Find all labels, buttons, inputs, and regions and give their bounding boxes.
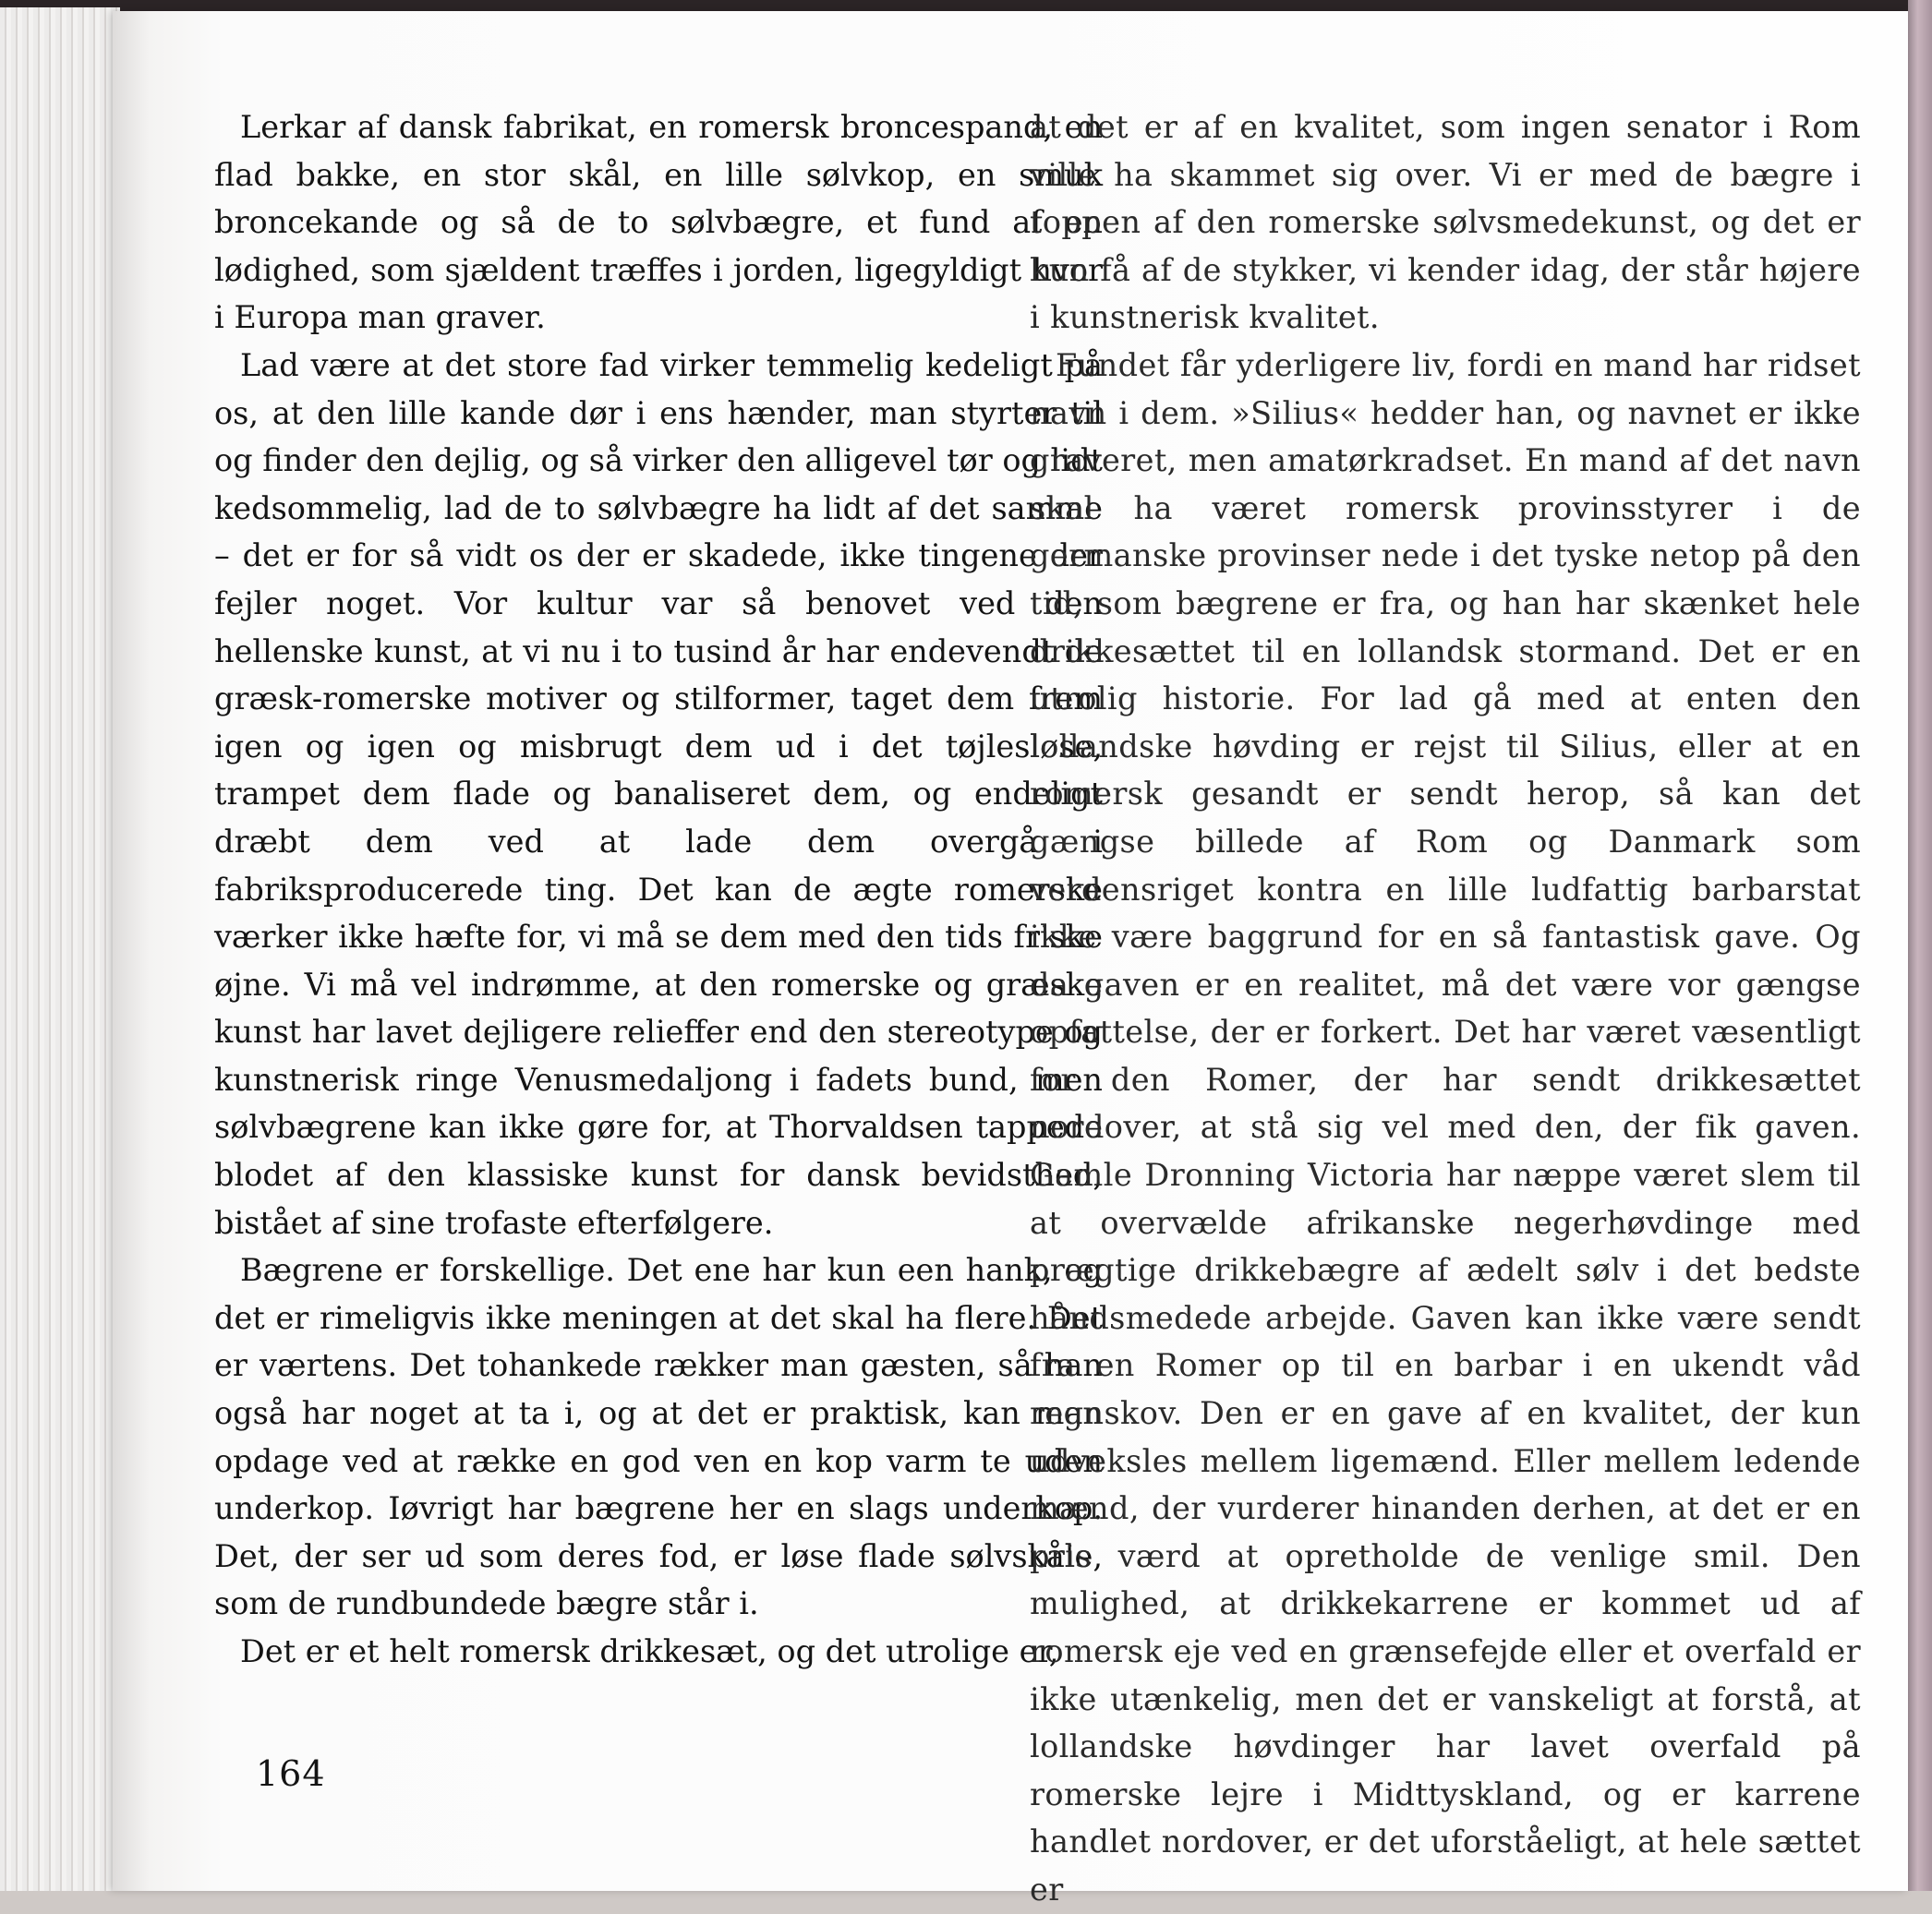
paragraph: Lerkar af dansk fabrikat, en romersk broncespand, en flad bakke, en stor skål, en lille sølvkop, en smuk broncekande og så de to sølvbægre, et fund af en lødighed, som sjældent træffes i jorden, ligegyldigt hvor i Europa man graver. <box>214 109 1103 336</box>
paragraph: Lad være at det store fad virker temmelig kedeligt på os, at den lille kande dør i ens hænder, man styrter til og finder den dejlig, og så virker den alligevel tør og lidt kedsommelig, lad de to sølvbægre ha lidt af det samme – det er for så vidt os der er skadede, ikke tingene der fejler noget. Vor kultur var så benovet ved den hellenske kunst, at vi nu i to tusind år har endevendt de græsk-romerske motiver og stilformer, taget dem frem igen og igen og misbrugt dem ud i det tøjlesløse, trampet dem flade og banaliseret dem, og endeligt dræbt dem ved at lade dem overgå i fabriksproducerede ting. Det kan de ægte romerske værker ikke hæfte for, vi må se dem med den tids friske øjne. Vi må vel indrømme, at den romerske og græske kunst har lavet dejligere relieffer end den stereotype og kunstnerisk ringe Venusmedaljong i fadets bund, men sølvbægrene kan ikke gøre for, at Thorvaldsen tappede blodet af den klassiske kunst for dansk bevidsthed, bistået af sine trofaste efterfølgere. <box>214 346 1103 1241</box>
right-text-column <box>1030 103 1861 1914</box>
book-page <box>113 11 1908 1908</box>
book-cover-edge <box>1908 0 1932 1891</box>
page-number: 164 <box>256 1753 326 1794</box>
left-text-column <box>214 103 1103 1676</box>
paragraph: Det er et helt romersk drikkesæt, og det utrolige er, <box>240 1633 1059 1669</box>
paragraph: at det er af en kvalitet, som ingen senator i Rom ville ha skammet sig over. Vi er med de bægre i toppen af den romerske sølvsmedekunst, og det er kun få af de stykker, vi kender idag, der står højere i kunstnerisk kvalitet. <box>1030 109 1861 336</box>
paragraph: Fundet får yderligere liv, fordi en mand har ridset navn i dem. »Silius« hedder han, og navnet er ikke graveret, men amatørkradset. En mand af det navn skal ha været romersk provinsstyrer i de germanske provinser nede i det tyske netop på den tid, som bægrene er fra, og han har skænket hele drikkesættet til en lollandsk stormand. Det er en utrolig historie. For lad gå med at enten den lollandske høvding er rejst til Silius, eller at en romersk gesandt er sendt herop, så kan det gængse billede af Rom og Danmark som verdensriget kontra en lille ludfattig barbarstat ikke være baggrund for en så fantastisk gave. Og da gaven er en realitet, må det være vor gængse opfattelse, der er forkert. Det har været væsentligt for den Romer, der har sendt drikkesættet nordover, at stå sig vel med den, der fik gaven. Gamle Dronning Victoria har næppe været slem til at overvælde afrikanske negerhøvdinge med prægtige drikkebægre af ædelt sølv i det bedste håndsmedede arbejde. Gaven kan ikke være sendt fra en Romer op til en barbar i en ukendt våd regnskov. Den er en gave af en kvalitet, der kun udveksles mellem ligemænd. Eller mellem ledende mænd, der vurderer hinanden derhen, at det er en pris værd at opretholde de venlige smil. Den mulighed, at drikkekarrene er kommet ud af romersk eje ved en grænsefejde eller et overfald er ikke utænkelig, men det er vanskeligt at forstå, at lollandske høvdinger har lavet overfald på romerske lejre i Midttyskland, og er karrene handlet nordover, er det uforståeligt, at hele sættet er <box>1030 346 1861 1908</box>
page-stack-edge <box>0 7 120 1891</box>
paragraph: Bægrene er forskellige. Det ene har kun een hank, og det er rimeligvis ikke meningen at det skal ha flere. Det er værtens. Det tohankede rækker man gæsten, så han også har noget at ta i, og at det er praktisk, kan man opdage ved at række en god ven en kop varm te uden underkop. Iøvrigt har bægrene her en slags underkop. Det, der ser ud som deres fod, er løse flade sølvskåle, som de rundbundede bægre står i. <box>214 1252 1103 1622</box>
